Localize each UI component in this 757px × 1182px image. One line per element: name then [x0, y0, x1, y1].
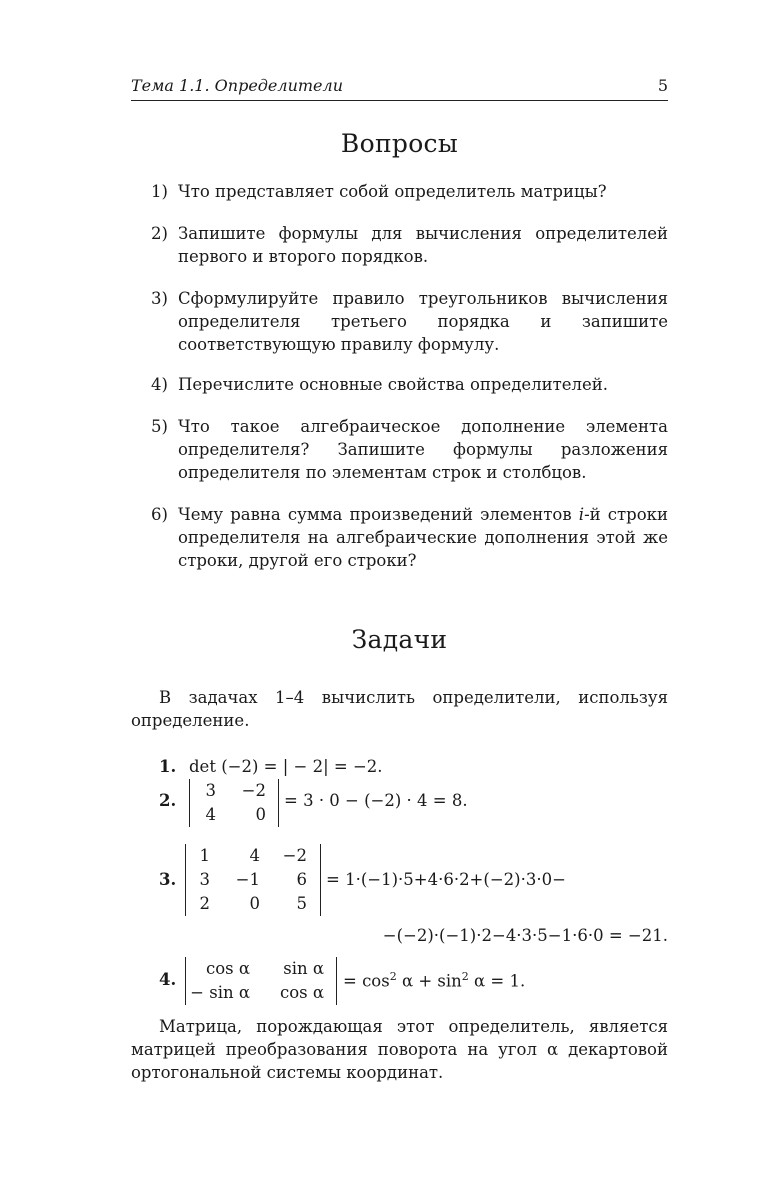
matrix-cell: 4 [249, 846, 260, 865]
question-item [151, 287, 668, 356]
problem-number: 4. [159, 970, 177, 989]
matrix-cell: cos α [279, 983, 324, 1002]
question-text-end: -й строки определителя на алгебраические дополнения этой же строки, другой его строки? [178, 505, 668, 570]
question-number: 5) [151, 417, 168, 436]
problem-3-result-line1: = 1·(−1)·5+4·6·2+(−2)·3·0− [326, 870, 566, 889]
problems-heading: Задачи [351, 625, 448, 654]
question-item [151, 180, 668, 203]
problem-3-result-line2: −(−2)·(−1)·2−4·3·5−1·6·0 = −21. [382, 926, 668, 945]
running-header [131, 76, 668, 101]
question-text: Перечислите основные свойства определителей. [178, 375, 609, 394]
question-number: 6) [151, 505, 168, 524]
problem-number: 1. [159, 757, 177, 776]
problem-1-expression: det (−2) = | − 2| = −2. [189, 757, 383, 776]
result-part: α = 1. [468, 971, 526, 991]
page-number: 5 [657, 76, 668, 95]
question-text: Запишите формулы для вычисления определителей первого и второго порядков. [178, 224, 668, 266]
question-item [151, 373, 668, 396]
question-item [151, 222, 668, 268]
question-text [178, 503, 668, 572]
matrix-cell: 5 [296, 894, 307, 913]
question-item [151, 415, 668, 484]
determinant-3x3 [185, 844, 321, 916]
matrix-cell: 2 [199, 894, 210, 913]
matrix-cell: 0 [255, 805, 266, 824]
result-part: = cos [343, 971, 390, 991]
question-text: Что представляет собой определитель матрицы? [178, 182, 607, 201]
question-number: 1) [151, 182, 168, 201]
problems-intro: В задачах 1–4 вычислить определители, используя определение. [131, 688, 668, 730]
determinant-2x2 [189, 779, 279, 827]
matrix-cell: cos α [205, 959, 250, 978]
conclusion-paragraph: Матрица, порождающая этот определитель, является матрицей преобразования поворота на угол α декартовой ортогональной системы координат. [131, 1017, 668, 1082]
matrix-cell: 3 [199, 870, 210, 889]
question-text: Сформулируйте правило треугольников вычисления определителя третьего порядка и запишите соответствующую правилу формулу. [178, 289, 668, 354]
problem-number: 3. [159, 870, 177, 889]
matrix-cell: −2 [282, 846, 307, 865]
problem-4-result [343, 970, 525, 991]
problem-number: 2. [159, 791, 177, 810]
matrix-cell: −1 [235, 870, 260, 889]
question-number: 2) [151, 224, 168, 243]
question-variable: i [578, 505, 585, 524]
question-item [151, 503, 668, 572]
problem-2-result: = 3 · 0 − (−2) · 4 = 8. [284, 791, 468, 810]
matrix-cell: 3 [205, 781, 216, 800]
header-title: Тема 1.1. Определители [131, 76, 344, 95]
question-text-start: Чему равна сумма произведений элементов [178, 505, 579, 524]
determinant-rotation [185, 957, 337, 1005]
question-text: Что такое алгебраическое дополнение элемента определителя? Запишите формулы разложения определителя по элементам строк и столбцов. [178, 417, 668, 482]
matrix-cell: 1 [199, 846, 210, 865]
matrix-cell: sin α [283, 959, 324, 978]
matrix-cell: 4 [205, 805, 216, 824]
matrix-cell: −2 [241, 781, 266, 800]
matrix-cell: 6 [296, 870, 307, 889]
matrix-cell: 0 [249, 894, 260, 913]
question-number: 3) [151, 289, 168, 308]
matrix-cell: − sin α [190, 983, 250, 1002]
result-part: α + sin [396, 971, 462, 991]
question-number: 4) [151, 375, 168, 394]
questions-heading: Вопросы [340, 129, 459, 158]
exponent: 2 [461, 970, 469, 983]
exponent: 2 [389, 970, 397, 983]
